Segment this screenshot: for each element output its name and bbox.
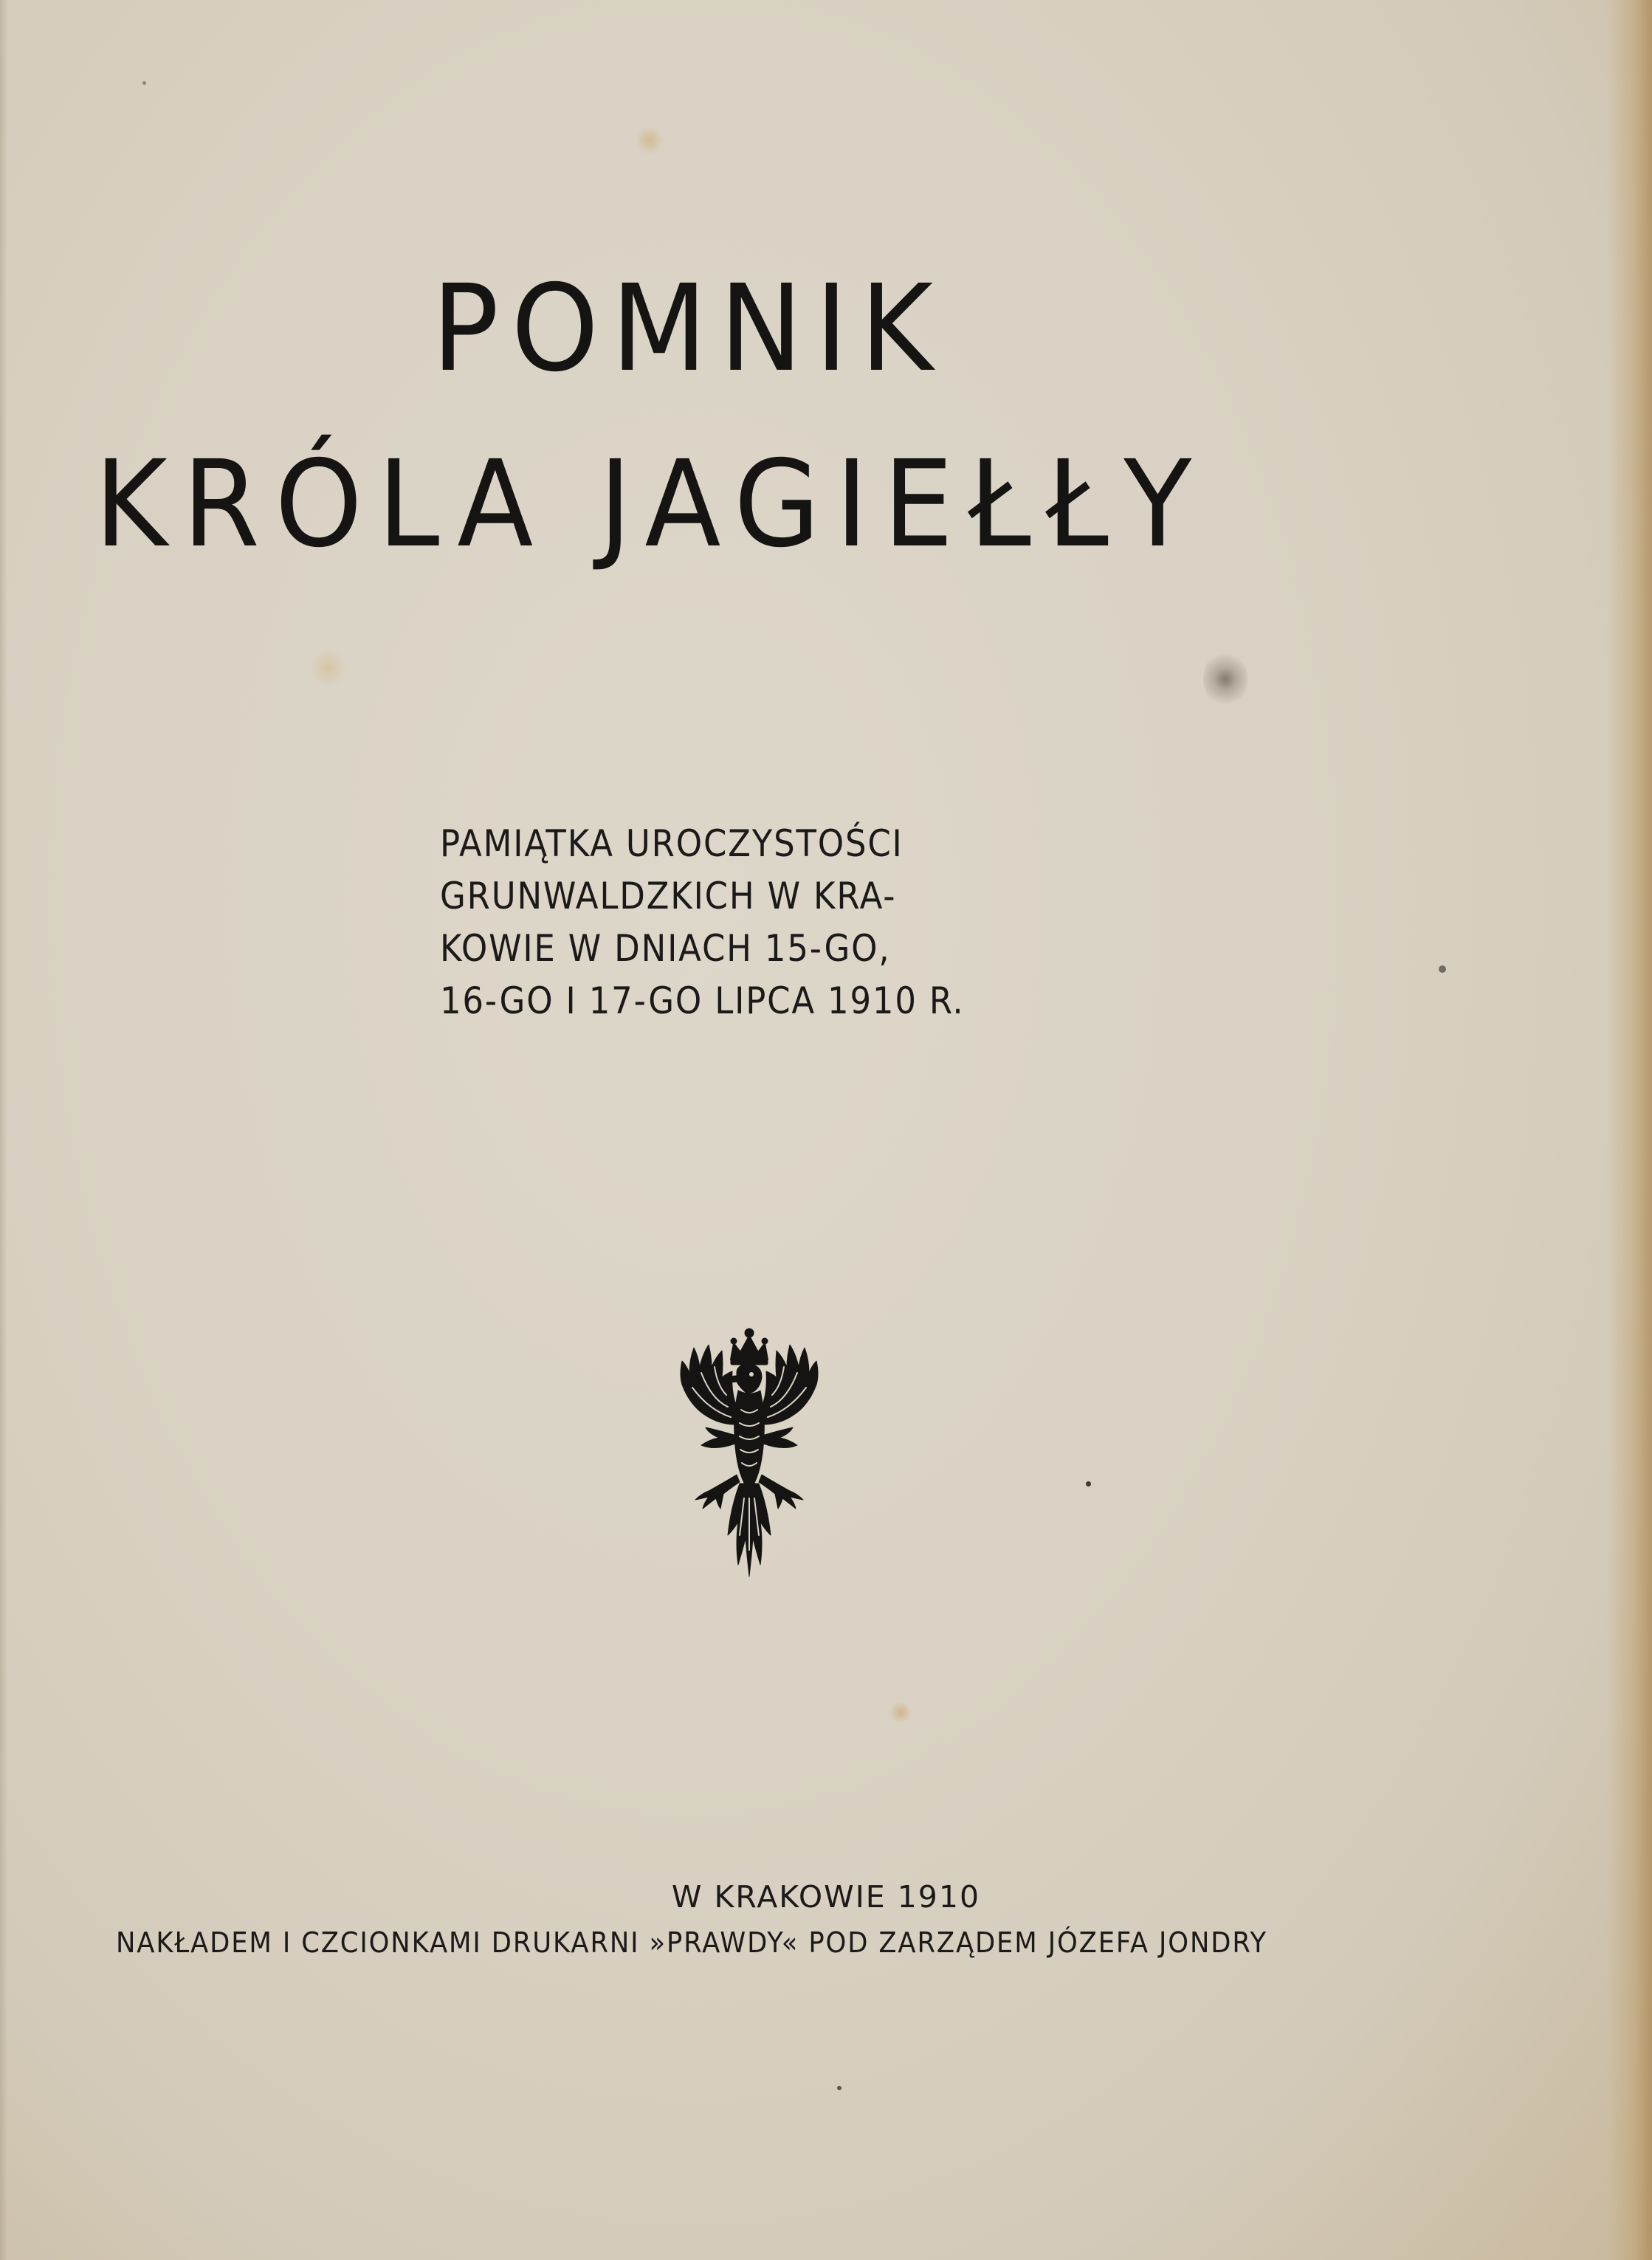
subtitle [440, 818, 964, 1027]
paper-speck [1086, 1481, 1091, 1486]
paper-stain [635, 125, 664, 155]
imprint-place-year: W KRAKOWIE 1910 [671, 1879, 981, 1915]
paper-stain [1203, 650, 1247, 709]
subtitle-line: KOWIE W DNIACH 15-GO, [440, 927, 891, 970]
paper-stain [889, 1701, 912, 1723]
subtitle-line: 16-GO I 17-GO LIPCA 1910 R. [440, 979, 965, 1022]
paper-speck [142, 81, 146, 85]
paper-speck [1439, 965, 1446, 973]
title-line-2: KRÓLA JAGIEŁŁY [94, 435, 1207, 574]
paper-stain [310, 650, 347, 686]
crowned-eagle-icon [657, 1314, 842, 1587]
subtitle-line: PAMIĄTKA UROCZYSTOŚCI [440, 822, 904, 865]
imprint-printer: NAKŁADEM I CZCIONKAMI DRUKARNI »PRAWDY« POD ZARZĄDEM JÓZEFA JONDRY [116, 1926, 1267, 1959]
title-line-1: POMNIK [432, 260, 946, 399]
subtitle-line: GRUNWALDZKICH W KRA- [440, 875, 897, 917]
paper-speck [837, 2086, 842, 2090]
